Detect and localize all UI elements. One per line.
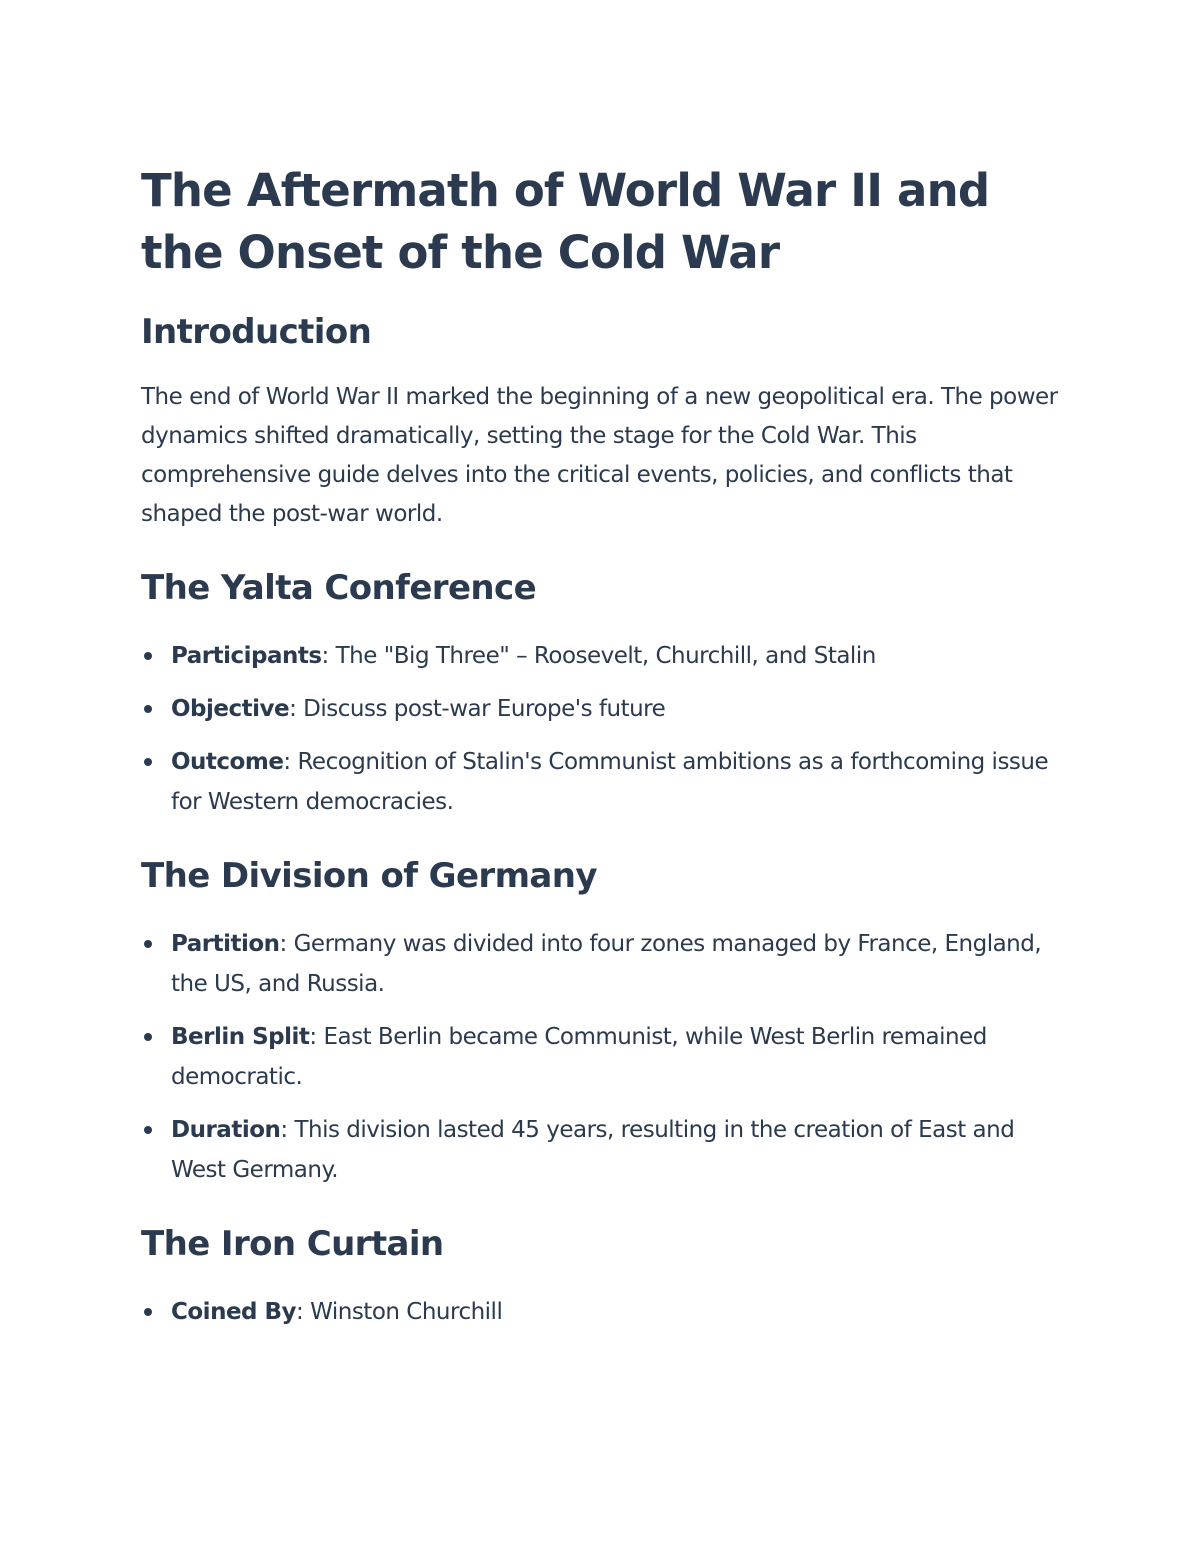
iron-curtain-list [141, 1292, 1071, 1332]
item-term: Outcome [171, 749, 284, 775]
item-text: Discuss post-war Europe's future [303, 696, 666, 722]
item-term: Partition [171, 931, 280, 957]
document-title: The Aftermath of World War II and the Onset of the Cold War [141, 164, 990, 279]
item-text: The "Big Three" – Roosevelt, Churchill, and Stalin [335, 643, 876, 669]
item-text: Recognition of Stalin's Communist ambitions as a forthcoming issue for Western democracies. [171, 749, 1049, 815]
item-term: Duration [171, 1117, 281, 1143]
list-item [141, 1110, 1071, 1190]
list-item [141, 924, 1071, 1004]
bullet-icon [144, 1126, 152, 1134]
list-item [141, 636, 1071, 676]
section-heading-yalta: The Yalta Conference [141, 568, 537, 608]
document-page [141, 160, 1071, 1332]
bullet-icon [144, 1033, 152, 1041]
item-separator: : [279, 931, 294, 957]
item-separator: : [289, 696, 304, 722]
bullet-icon [144, 705, 152, 713]
item-term: Objective [171, 696, 290, 722]
bullet-icon [144, 940, 152, 948]
section-heading-introduction: Introduction [141, 312, 372, 352]
intro-paragraph: The end of World War II marked the beginning of a new geopolitical era. The power dynamics shifted dramatically, setting the stage for the Cold War. This comprehensive guide delves into the critical events, policies, and conflicts that shaped the post-war world. [141, 384, 1058, 527]
list-item [141, 1292, 1071, 1332]
list-item [141, 689, 1071, 729]
item-text: East Berlin became Communist, while West Berlin remained democratic. [171, 1024, 987, 1090]
item-term: Berlin Split [171, 1024, 310, 1050]
yalta-list [141, 636, 1071, 822]
list-item [141, 1017, 1071, 1097]
item-text: Germany was divided into four zones managed by France, England, the US, and Russia. [171, 931, 1042, 997]
item-separator: : [283, 749, 298, 775]
bullet-icon [144, 652, 152, 660]
item-separator: : [296, 1299, 311, 1325]
item-term: Coined By [171, 1299, 297, 1325]
list-item [141, 742, 1071, 822]
section-heading-germany: The Division of Germany [141, 856, 597, 896]
bullet-icon [144, 1308, 152, 1316]
bullet-icon [144, 758, 152, 766]
item-separator: : [309, 1024, 324, 1050]
item-separator: : [321, 643, 336, 669]
germany-list [141, 924, 1071, 1190]
section-heading-iron-curtain: The Iron Curtain [141, 1224, 444, 1264]
item-term: Participants [171, 643, 322, 669]
item-text: This division lasted 45 years, resulting in the creation of East and West Germany. [171, 1117, 1015, 1183]
item-separator: : [280, 1117, 295, 1143]
item-text: Winston Churchill [310, 1299, 503, 1325]
